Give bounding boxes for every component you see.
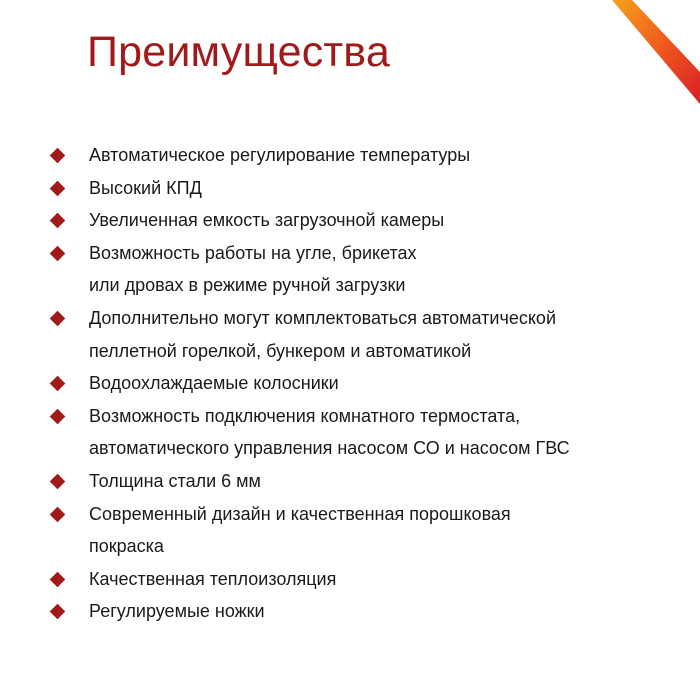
list-item-text: Увеличенная емкость загрузочной камеры: [89, 210, 445, 231]
list-item: [0, 595, 700, 628]
advantages-list: [0, 139, 700, 628]
list-item-text: Возможность подключения комнатного термостата,: [89, 405, 521, 426]
list-item: [0, 172, 700, 205]
diamond-bullet-icon: [50, 148, 66, 164]
corner-stripe-decoration: [570, 0, 700, 110]
slide-title: Преимущества: [87, 28, 390, 76]
list-item: [0, 139, 700, 172]
diamond-bullet-icon: [50, 604, 66, 620]
list-item-text: Качественная теплоизоляция: [89, 568, 337, 589]
list-item-text: покраска: [89, 536, 164, 557]
diamond-bullet-icon: [50, 213, 66, 229]
list-item-text: автоматического управления насосом СО и насосом ГВС: [89, 438, 570, 459]
list-item: [0, 498, 700, 563]
diamond-bullet-icon: [50, 376, 66, 392]
list-item: [0, 367, 700, 400]
diamond-bullet-icon: [50, 311, 66, 327]
list-item-text: Водоохлаждаемые колосники: [89, 373, 339, 394]
list-item-text: или дровах в режиме ручной загрузки: [89, 275, 406, 296]
list-item-text: Толщина стали 6 мм: [89, 470, 261, 491]
list-item-text: Высокий КПД: [89, 177, 202, 198]
diamond-bullet-icon: [50, 506, 66, 522]
diamond-bullet-icon: [50, 408, 66, 424]
list-item: [0, 465, 700, 498]
list-item: [0, 237, 700, 302]
list-item: [0, 302, 700, 367]
list-item-text: Дополнительно могут комплектоваться автоматической: [89, 307, 556, 328]
list-item-text: Автоматическое регулирование температуры: [89, 145, 471, 165]
diamond-bullet-icon: [50, 180, 66, 196]
diamond-bullet-icon: [50, 571, 66, 587]
list-item-text: Регулируемые ножки: [89, 601, 265, 622]
list-item: [0, 400, 700, 465]
list-item: [0, 563, 700, 596]
diamond-bullet-icon: [50, 474, 66, 490]
list-item-text: пеллетной горелкой, бункером и автоматикой: [89, 340, 472, 361]
list-item-text: Современный дизайн и качественная порошковая: [89, 503, 511, 524]
diamond-bullet-icon: [50, 246, 66, 262]
list-item: [0, 204, 700, 237]
list-item-text: Возможность работы на угле, брикетах: [89, 242, 417, 263]
